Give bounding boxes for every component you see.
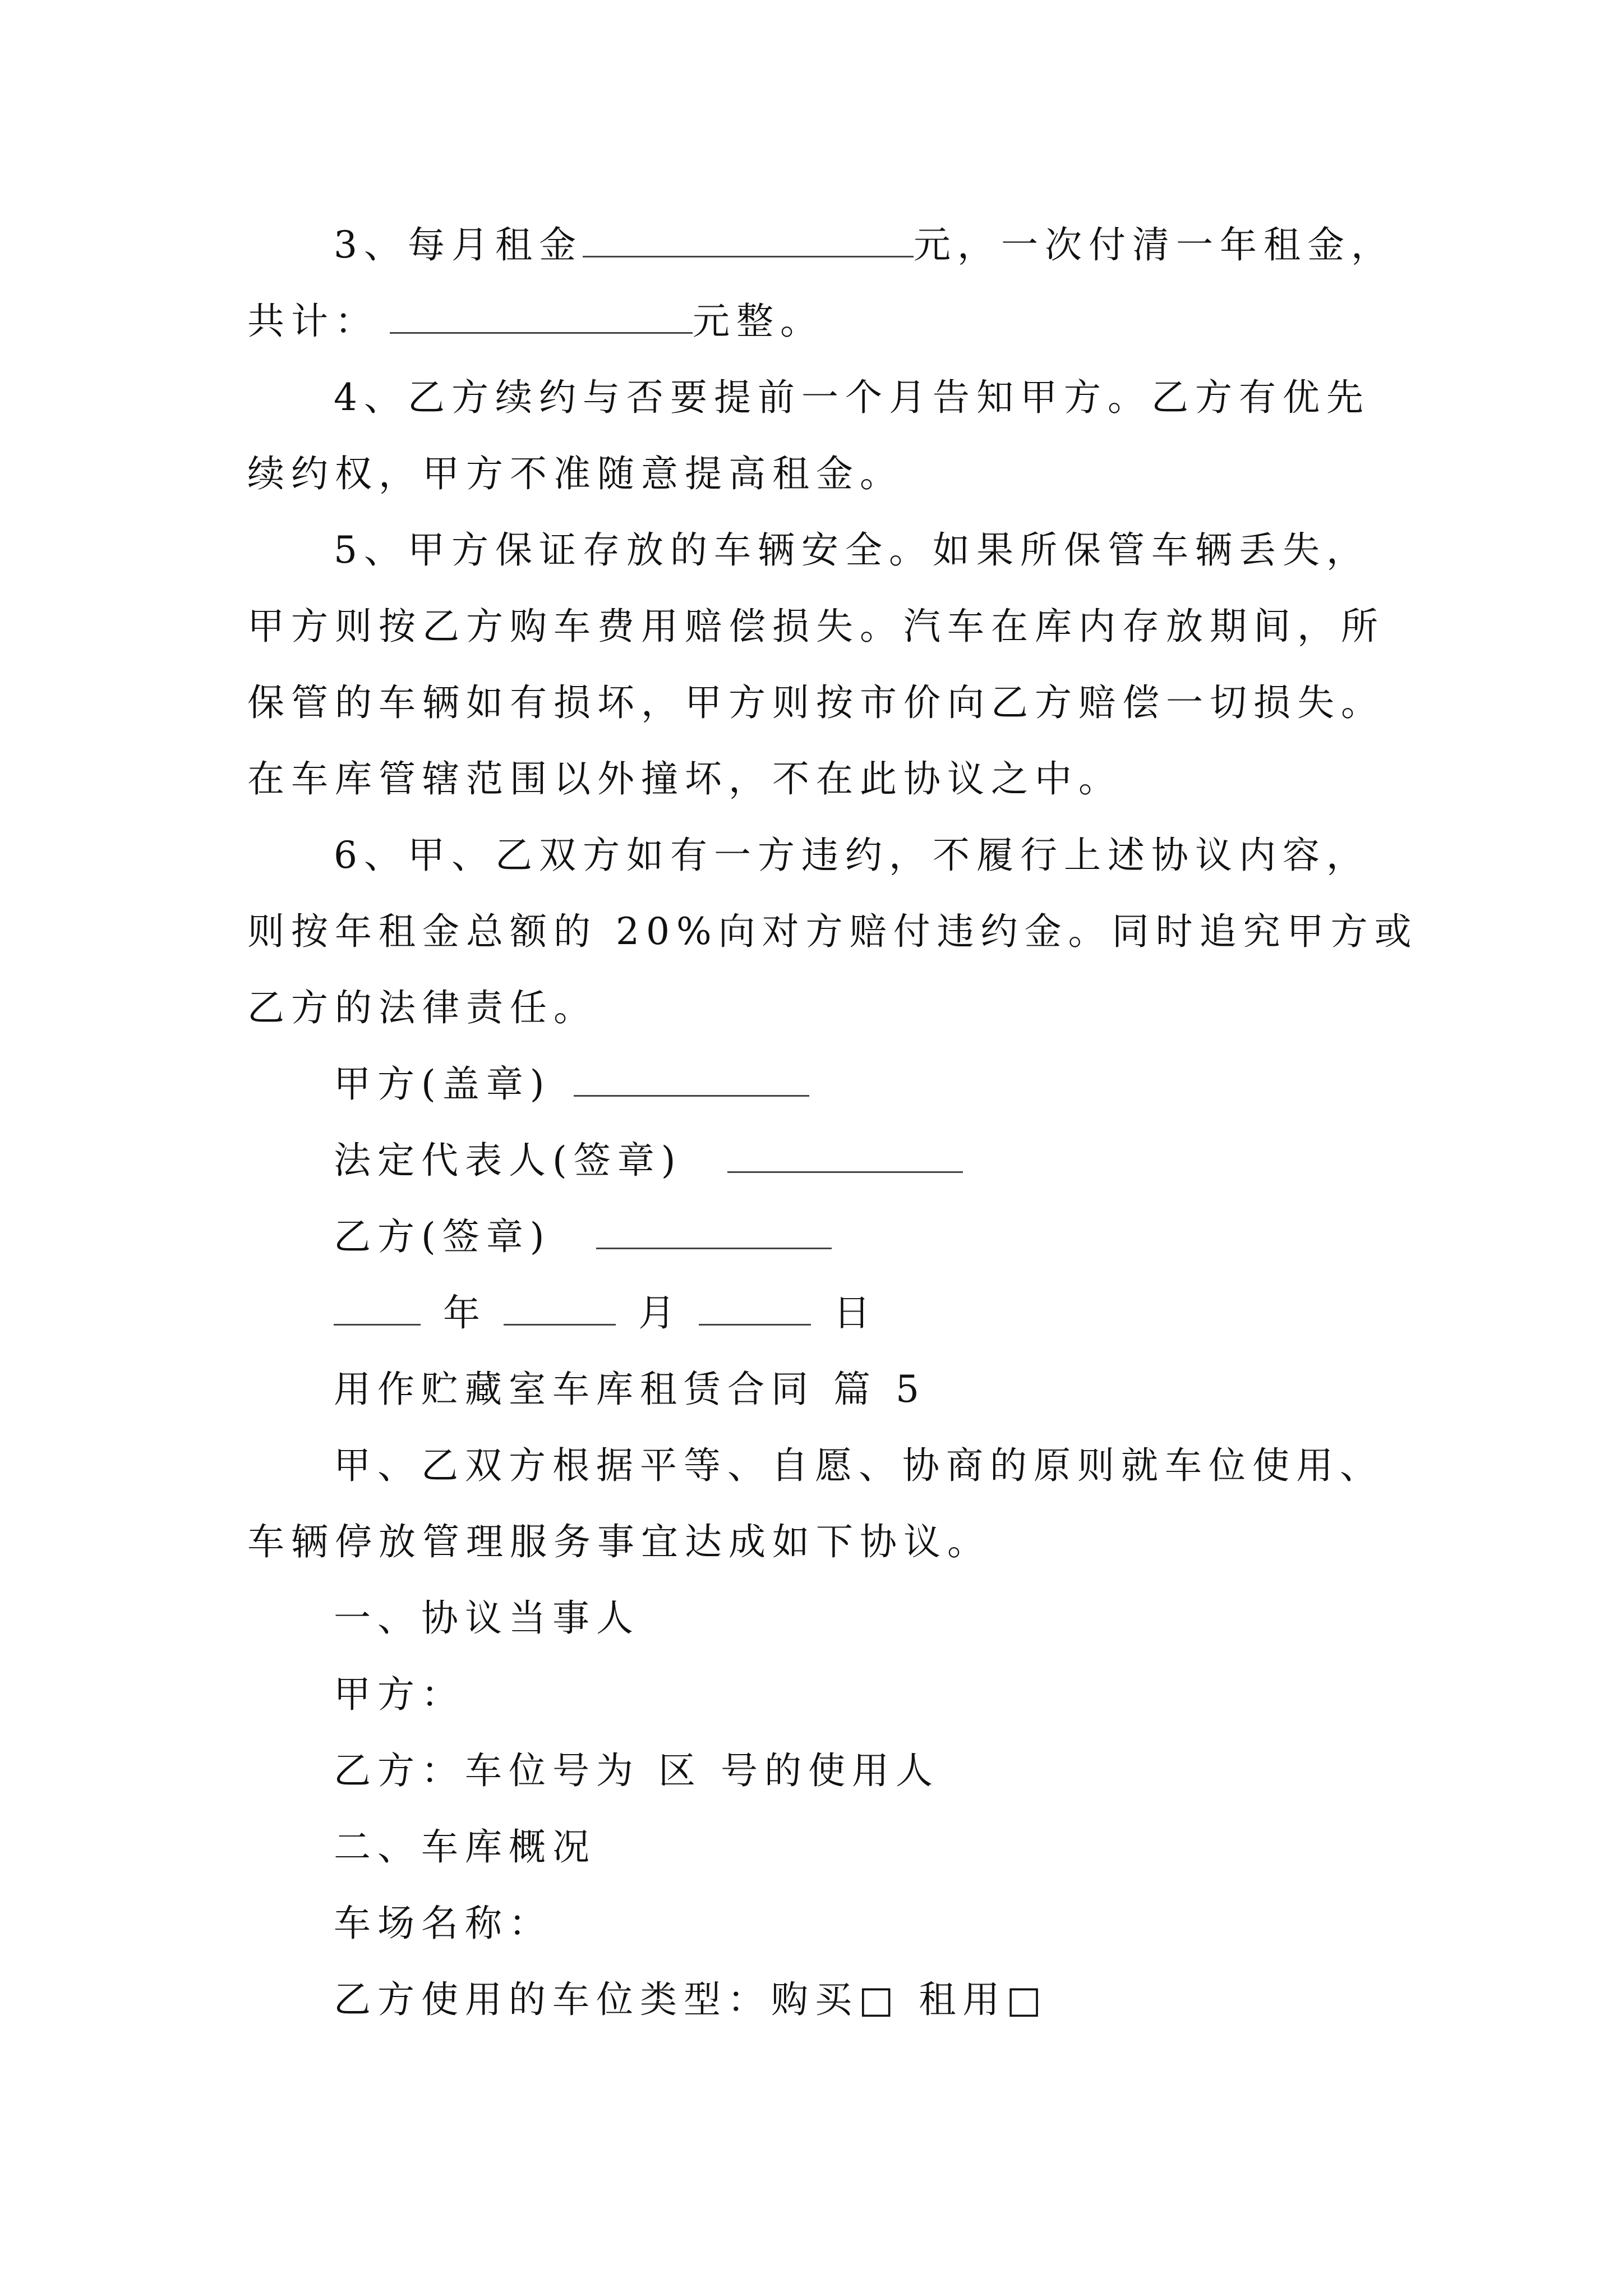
rent-total-line bbox=[247, 296, 824, 347]
text: 共计： bbox=[247, 300, 379, 343]
section-heading: 一、协议当事人 bbox=[334, 1596, 640, 1640]
party-b-sign-line bbox=[334, 1212, 832, 1262]
paragraph-line: 5、甲方保证存放的车辆安全。如果所保管车辆丢失， bbox=[334, 528, 1370, 572]
paragraph-line: 乙方：车位号为 区 号的使用人 bbox=[334, 1749, 939, 1792]
section-heading: 二、车库概况 bbox=[334, 1825, 596, 1869]
text: 日 bbox=[833, 1291, 877, 1335]
paragraph-line: 4、乙方续约与否要提前一个月告知甲方。乙方有优先 bbox=[334, 376, 1370, 419]
text: 3、每月租金 bbox=[334, 223, 583, 266]
text: 元，一次付清一年租金， bbox=[914, 223, 1395, 266]
text: 乙方(签章) bbox=[334, 1215, 551, 1258]
month-blank bbox=[504, 1290, 616, 1326]
paragraph-line: 6、甲、乙双方如有一方违约，不履行上述协议内容， bbox=[334, 834, 1370, 877]
legal-rep-line bbox=[334, 1135, 963, 1186]
signature-blank bbox=[574, 1061, 809, 1097]
paragraph-line: 甲方： bbox=[334, 1673, 465, 1716]
paragraph-line: 乙方的法律责任。 bbox=[247, 986, 597, 1029]
blank-field bbox=[390, 298, 693, 334]
paragraph-line: 车场名称： bbox=[334, 1902, 552, 1945]
paragraph-line: 在车库管辖范围以外撞坏，不在此协议之中。 bbox=[247, 757, 1122, 800]
date-line bbox=[334, 1288, 877, 1338]
rent-monthly-line bbox=[334, 220, 1395, 270]
year-blank bbox=[334, 1290, 421, 1326]
signature-blank bbox=[596, 1214, 832, 1249]
paragraph-line: 甲方则按乙方购车费用赔偿损失。汽车在库内存放期间，所 bbox=[247, 605, 1385, 648]
text: 甲方(盖章) bbox=[334, 1062, 551, 1106]
day-blank bbox=[699, 1290, 811, 1326]
blank-field bbox=[583, 222, 914, 257]
paragraph-line: 续约权，甲方不准随意提高租金。 bbox=[247, 452, 903, 495]
text: 年 bbox=[443, 1291, 487, 1335]
text: 元整。 bbox=[693, 300, 824, 343]
paragraph-line: 甲、乙双方根据平等、自愿、协商的原则就车位使用、 bbox=[334, 1444, 1384, 1487]
paragraph-line: 车辆停放管理服务事宜达成如下协议。 bbox=[247, 1520, 991, 1563]
paragraph-line: 保管的车辆如有损坏，甲方则按市价向乙方赔偿一切损失。 bbox=[247, 681, 1385, 724]
paragraph-line: 则按年租金总额的 20%向对方赔付违约金。同时追究甲方或 bbox=[247, 910, 1418, 953]
text: 月 bbox=[638, 1291, 682, 1335]
signature-blank bbox=[727, 1138, 963, 1173]
paragraph-line: 乙方使用的车位类型：购买□ 租用□ bbox=[334, 1978, 1048, 2021]
text: 法定代表人(签章) bbox=[334, 1139, 683, 1182]
party-a-seal-line bbox=[334, 1059, 809, 1110]
section-title: 用作贮藏室车库租赁合同 篇 5 bbox=[334, 1368, 926, 1411]
